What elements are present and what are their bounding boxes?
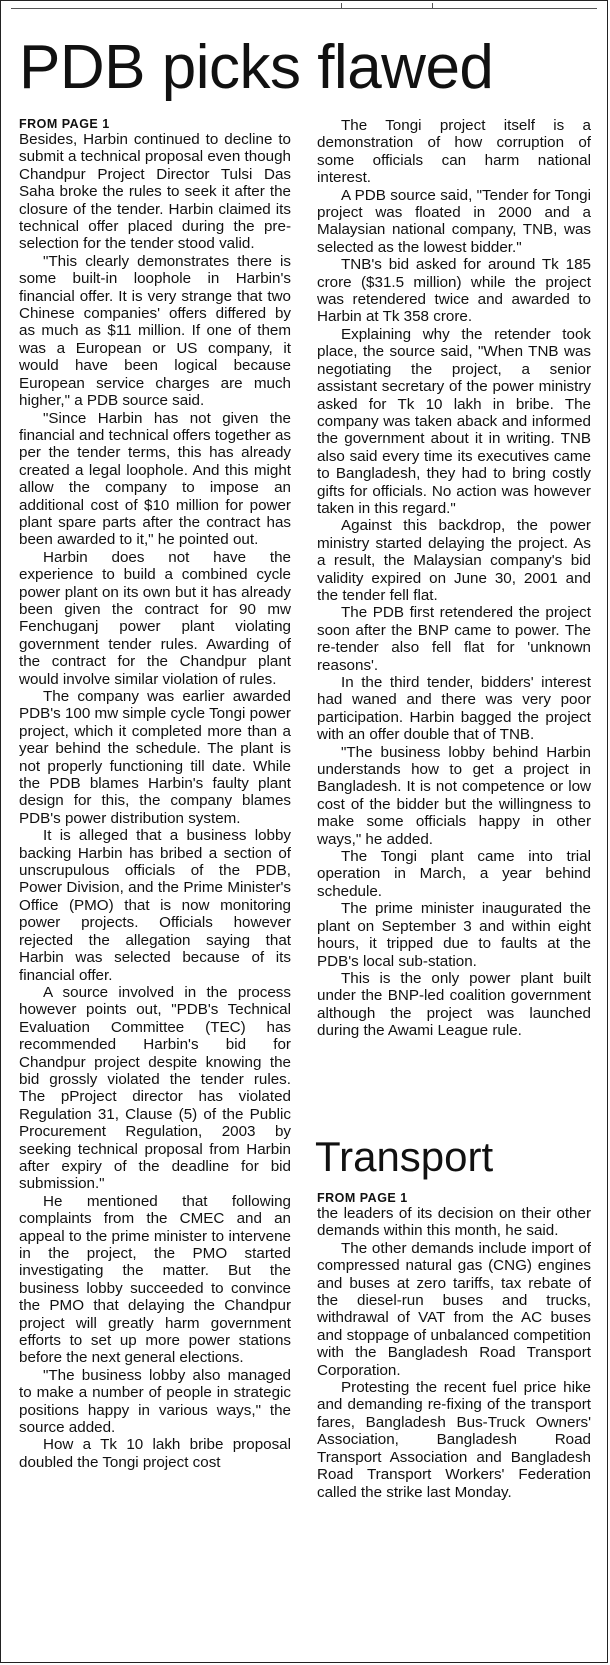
paragraph: Explaining why the retender took place, the source said, "When TNB was negotiating the project, a senior assistant secretary of the power ministry asked for Tk 10 lakh in bribe. The company was taken aback and informed the government about it in writing. TNB also said every time its executives came to Bangladesh, they had to bring costly gifts for officials. No action was however taken in this regard." — [317, 325, 591, 517]
paragraph: the leaders of its decision on their other demands within this month, he said. — [317, 1205, 591, 1240]
paragraph: Harbin does not have the experience to build a combined cycle power plant on its own but it has already been given the contract for 90 mw Fenchuganj power plant violating government tender rules. Awarding of the contract for the Chandpur plant would involve similar violation of rules. — [19, 548, 291, 688]
paragraph: In the third tender, bidders' interest had waned and there was very poor participation. Harbin bagged the project with an offer double that of TNB. — [317, 674, 591, 744]
paragraph: The Tongi project itself is a demonstration of how corruption of some officials can harm national interest. — [317, 117, 591, 187]
paragraph: "Since Harbin has not given the financial and technical offers together as per the tender terms, this has already created a legal loophole. And this might allow the company to impose an additional cost of $10 million for power plant spare parts after the contract has been awarded to it," he pointed out. — [19, 409, 291, 549]
paragraph: The PDB first retendered the project soon after the BNP came to power. The re-tender also fell flat for 'unknown reasons'. — [317, 604, 591, 674]
story-headline: PDB picks flawed — [19, 33, 494, 102]
paragraph: The Tongi plant came into trial operation in March, a year behind schedule. — [317, 848, 591, 900]
paragraph: The company was earlier awarded PDB's 100 mw simple cycle Tongi power project, which it completed more than a year behind the schedule. The plant is not properly functioning till date. While the PDB blames Harbin's faulty plant design for this, the company blames PDB's power distribution system. — [19, 688, 291, 827]
transport-kicker: FROM PAGE 1 — [317, 1191, 408, 1205]
paragraph: Against this backdrop, the power ministry started delaying the project. As a result, the Malaysian company's bid validity expired on June 30, 2001 and the tender fell flat. — [317, 517, 591, 604]
paragraph: The prime minister inaugurated the plant on September 3 and within eight hours, it tripped due to faults at the PDB's local sub-station. — [317, 900, 591, 970]
paragraph: He mentioned that following complaints from the CMEC and an appeal to the prime minister to intervene in the project, the PMO started investigating the matter. But the business lobby succeeded to convince the PMO that delaying the Chandpur project will greatly harm government efforts to set up more power stations before the next general elections. — [19, 1192, 291, 1367]
paragraph: Besides, Harbin continued to decline to submit a technical proposal even though Chandpur Project Director Tulsi Das Saha broke the rules to seek it after the closure of the tender. Harbin claimed its technical offer placed during the pre-selection for the tender stood valid. — [19, 131, 291, 253]
transport-headline: Transport — [315, 1133, 494, 1180]
top-rule — [11, 8, 597, 9]
story-right-column — [317, 117, 591, 1040]
transport-column — [317, 1191, 591, 1501]
paragraph: "The business lobby behind Harbin understands how to get a project in Bangladesh. It is not competence or low cost of the bidder but the willingness to make some officials happy in other ways," he added. — [317, 743, 591, 848]
paragraph: "This clearly demonstrates there is some built-in loophole in Harbin's financial offer. It is very strange that two Chinese companies' offers differed by as much as $11 million. If one of them was a European or US company, it would have been logical because European service charges are much higher," a PDB source said. — [19, 252, 291, 410]
top-rule-tab — [341, 3, 433, 9]
paragraph: This is the only power plant built under the BNP-led coalition government although the project was launched during the Awami League rule. — [317, 969, 591, 1040]
paragraph: TNB's bid asked for around Tk 185 crore ($31.5 million) while the project was retendered twice and awarded to Harbin at Tk 358 crore. — [317, 256, 591, 326]
paragraph: It is alleged that a business lobby backing Harbin has bribed a section of unscrupulous officials of the PDB, Power Division, and the Prime Minister's Office (PMO) that is now monitoring power projects. Officials however rejected the allegation saying that Harbin was selected because of its financial offer. — [19, 827, 291, 984]
paragraph: A source involved in the process however points out, "PDB's Technical Evaluation Committee (TEC) has recommended Harbin's bid for Chandpur project despite knowing the bid grossly violated the tender rules. The pProject director has violated Regulation 31, Clause (5) of the Public Procurement Regulation, 2003 by seeking technical proposal from Harbin after expiry of the deadline for bid submission." — [19, 983, 291, 1193]
continuation-kicker: FROM PAGE 1 — [19, 117, 110, 131]
story-left-column — [19, 117, 291, 1471]
paragraph: The other demands include import of compressed natural gas (CNG) engines and buses at zero tariffs, tax rebate of the diesel-run buses and trucks, withdrawal of VAT from the AC buses and stoppage of unbalanced competition with the Bangladesh Road Transport Corporation. — [317, 1239, 591, 1379]
paragraph: "The business lobby also managed to make a number of people in strategic positions happy in various ways," the source added. — [19, 1366, 291, 1437]
paragraph: A PDB source said, "Tender for Tongi project was floated in 2000 and a Malaysian national company, TNB, was selected as the lowest bidder." — [317, 186, 591, 256]
subheading: How a Tk 10 lakh bribe proposal doubled the Tongi project cost — [19, 1436, 291, 1471]
paragraph: Protesting the recent fuel price hike and demanding re-fixing of the transport fares, Bangladesh Bus-Truck Owners' Association, Bangladesh Road Transport Association and Bangladesh Road Transport Workers' Federation called the strike last Monday. — [317, 1379, 591, 1501]
